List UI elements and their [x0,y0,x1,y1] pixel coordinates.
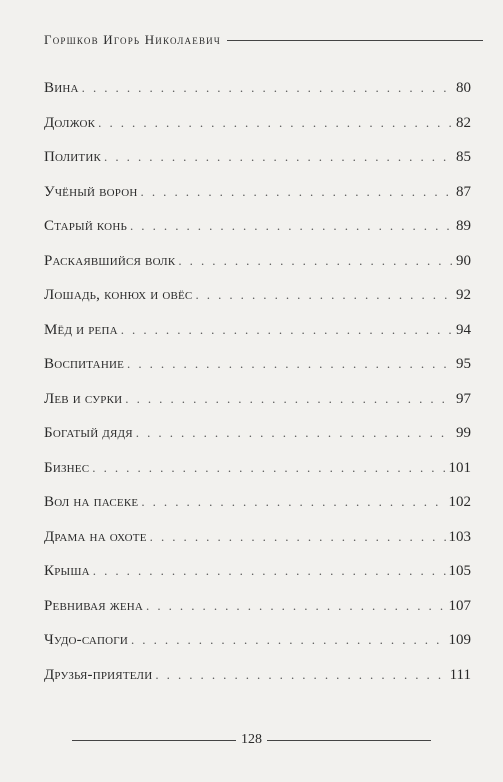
toc-entry [44,184,471,219]
toc-leader-dots [93,563,446,579]
toc-entry-page: 87 [456,183,471,200]
toc-leader-dots [150,529,446,545]
toc-entry-page: 85 [456,149,471,165]
toc-entry [44,425,471,460]
toc-entry [44,667,471,702]
toc-leader-dots [141,494,445,510]
toc-leader-dots [178,253,453,269]
toc-entry-title: Крыша [44,563,90,579]
toc-entry-page: 92 [456,287,471,303]
toc-entry-title: Вина [44,80,79,96]
toc-entry-title: Бизнес [44,459,90,476]
author-name: Горшков Игорь Николаевич [44,32,221,47]
toc-leader-dots [127,356,453,372]
toc-entry-page: 82 [456,114,471,131]
toc-entry-title: Ревнивая жена [44,597,144,614]
toc-leader-dots [195,287,453,303]
toc-entry [44,287,471,322]
toc-entry [44,460,471,495]
toc-leader-dots [125,391,453,407]
footer-rule-left [72,740,236,741]
toc-entry-title: Должок [44,114,96,131]
toc-leader-dots [98,115,453,131]
toc-entry [44,529,471,564]
toc-entry-title: Драма на охоте [44,528,147,545]
toc-entry-page: 90 [456,252,471,269]
toc-leader-dots [141,184,453,200]
page-number: 128 [241,732,262,747]
toc-entry-title: Богатый дядя [44,425,133,441]
header-rule [227,40,483,41]
running-header [44,32,483,48]
toc-leader-dots [155,667,446,683]
toc-entry-page: 109 [448,632,471,648]
table-of-contents [44,80,471,701]
toc-entry-page: 101 [448,459,471,476]
footer-rule-right [267,740,431,741]
toc-entry-title: Политик [44,149,102,165]
toc-leader-dots [104,149,453,165]
toc-entry [44,322,471,357]
toc-leader-dots [146,598,445,614]
toc-leader-dots [131,632,446,648]
toc-entry [44,115,471,150]
toc-entry [44,598,471,633]
toc-entry-page: 105 [448,563,471,579]
page-footer [72,732,431,748]
toc-leader-dots [136,425,453,441]
toc-entry-page: 102 [448,494,471,510]
toc-entry-page: 103 [448,528,471,545]
toc-entry-title: Мёд и репа [44,321,118,338]
toc-entry [44,149,471,184]
toc-entry-page: 107 [448,597,471,614]
toc-entry-page: 97 [456,390,471,407]
toc-entry [44,356,471,391]
toc-entry [44,218,471,253]
toc-entry [44,632,471,667]
toc-leader-dots [121,322,453,338]
toc-leader-dots [92,460,445,476]
toc-entry-title: Лошадь, конюх и овёс [44,287,193,303]
toc-leader-dots [130,218,453,234]
toc-entry-page: 95 [456,356,471,372]
toc-entry-title: Учёный ворон [44,183,138,200]
toc-entry [44,80,471,115]
toc-entry-title: Вол на пасеке [44,494,139,510]
toc-leader-dots [82,80,453,96]
toc-entry-page: 89 [456,218,471,234]
toc-entry-title: Друзья-приятели [44,666,153,683]
toc-entry [44,253,471,288]
toc-entry-title: Старый конь [44,218,127,234]
toc-entry [44,563,471,598]
toc-entry [44,391,471,426]
toc-entry [44,494,471,529]
toc-entry-title: Лев и сурки [44,390,123,407]
toc-entry-page: 111 [449,666,471,683]
toc-entry-page: 94 [456,321,471,338]
toc-entry-title: Воспитание [44,356,125,372]
toc-entry-page: 80 [456,80,471,96]
toc-entry-title: Раскаявшийся волк [44,252,176,269]
toc-entry-title: Чудо-сапоги [44,632,128,648]
toc-entry-page: 99 [456,425,471,441]
